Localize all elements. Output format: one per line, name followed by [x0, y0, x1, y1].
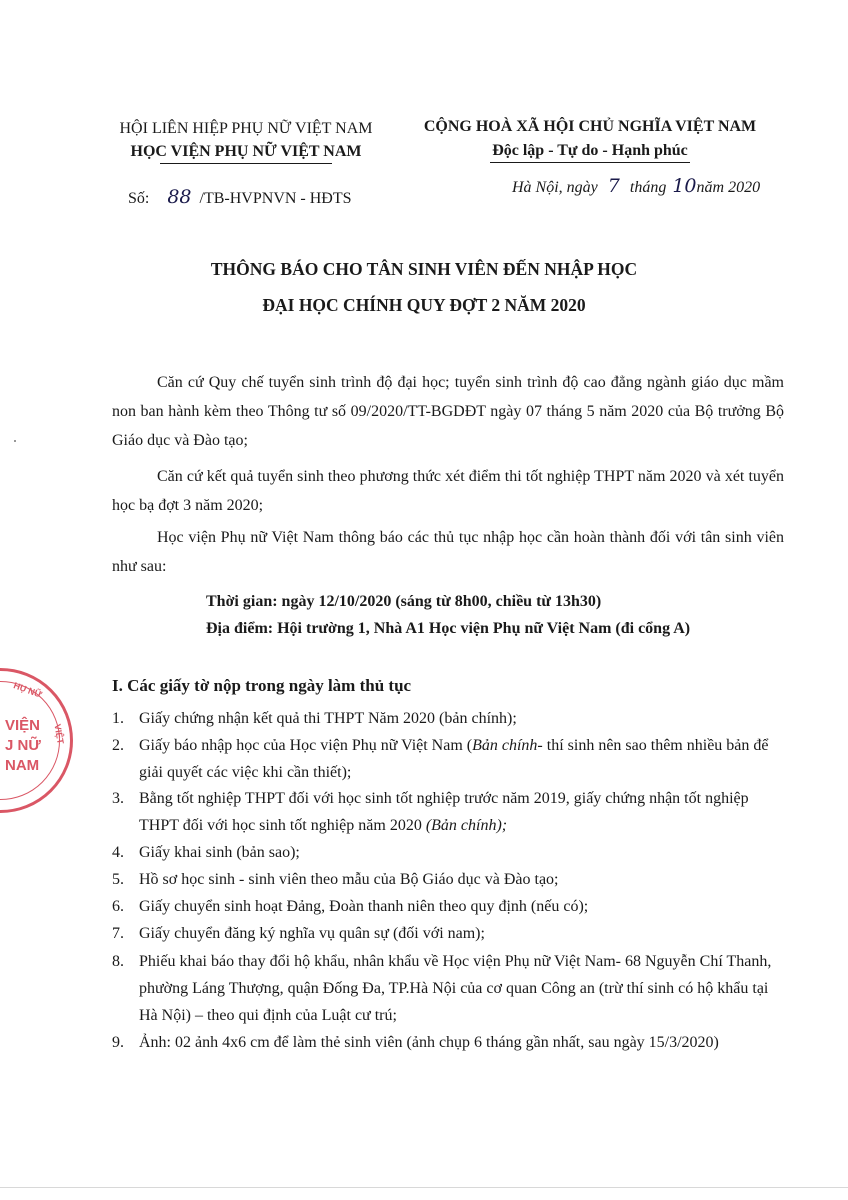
nation-name: CỘNG HOÀ XÃ HỘI CHỦ NGHĨA VIỆT NAM: [423, 118, 757, 135]
event-place: Địa điểm: Hội trường 1, Nhà A1 Học viện Phụ nữ Việt Nam (đi cổng A): [206, 620, 691, 637]
title-line2: ĐẠI HỌC CHÍNH QUY ĐỢT 2 NĂM 2020: [262, 295, 586, 315]
org-name: HỌC VIỆN PHỤ NỮ VIỆT NAM: [130, 143, 362, 160]
number-suffix: /TB-HVPNVN - HĐTS: [199, 190, 352, 207]
event-time: Thời gian: ngày 12/10/2020 (sáng từ 8h00, chiều từ 13h30): [206, 593, 602, 610]
nation-block: [398, 116, 782, 163]
document-number: [128, 186, 352, 210]
date-year: năm 2020: [696, 179, 761, 196]
date-month-label: tháng: [629, 179, 667, 196]
org-underline: [160, 163, 332, 164]
paragraph-announcement: Học viện Phụ nữ Việt Nam thông báo các thủ tục nhập học cần hoàn thành đối với tân sinh viên như sau:: [112, 529, 784, 575]
number-handwritten: 88: [167, 186, 192, 208]
document-date: [512, 175, 760, 199]
date-prefix: Hà Nội, ngày: [512, 179, 598, 196]
title-line1: THÔNG BÁO CHO TÂN SINH VIÊN ĐẾN NHẬP HỌC: [210, 259, 638, 279]
paragraph-legal-basis-1: Căn cứ Quy chế tuyển sinh trình độ đại học; tuyển sinh trình độ cao đẳng ngành giáo dục mầm non ban hành kèm theo Thông tư số 09/2020/TT-BGDĐT ngày 07 tháng 5 năm 2020 của Bộ trưởng Bộ Giáo dục và Đào tạo;: [112, 374, 784, 449]
motto-underline: [490, 162, 690, 163]
paragraph-legal-basis-2: Căn cứ kết quả tuyển sinh theo phương thức xét điểm thi tốt nghiệp THPT năm 2020 và xét tuyển học bạ đợt 3 năm 2020;: [112, 468, 784, 514]
official-seal: [0, 668, 73, 813]
seal-line1: VIỆN: [5, 717, 41, 734]
seal-line3: NAM: [5, 757, 40, 774]
scan-edge-line: [0, 1187, 848, 1188]
date-month: 10: [672, 175, 697, 197]
scan-speck: [14, 440, 16, 442]
org-block: [96, 118, 396, 164]
seal-arc-top: HỤ NỮ: [12, 680, 44, 700]
date-day: 7: [607, 175, 620, 197]
seal-arc-right: VIỆT: [52, 723, 66, 745]
document-title: [0, 256, 848, 318]
nation-motto: Độc lập - Tự do - Hạnh phúc: [492, 142, 688, 159]
seal-line2: J NỮ: [5, 737, 41, 754]
org-parent-name: HỘI LIÊN HIỆP PHỤ NỮ VIỆT NAM: [119, 120, 373, 137]
section-heading: I. Các giấy tờ nộp trong ngày làm thủ tục: [112, 676, 412, 695]
number-label: Số:: [128, 190, 150, 207]
